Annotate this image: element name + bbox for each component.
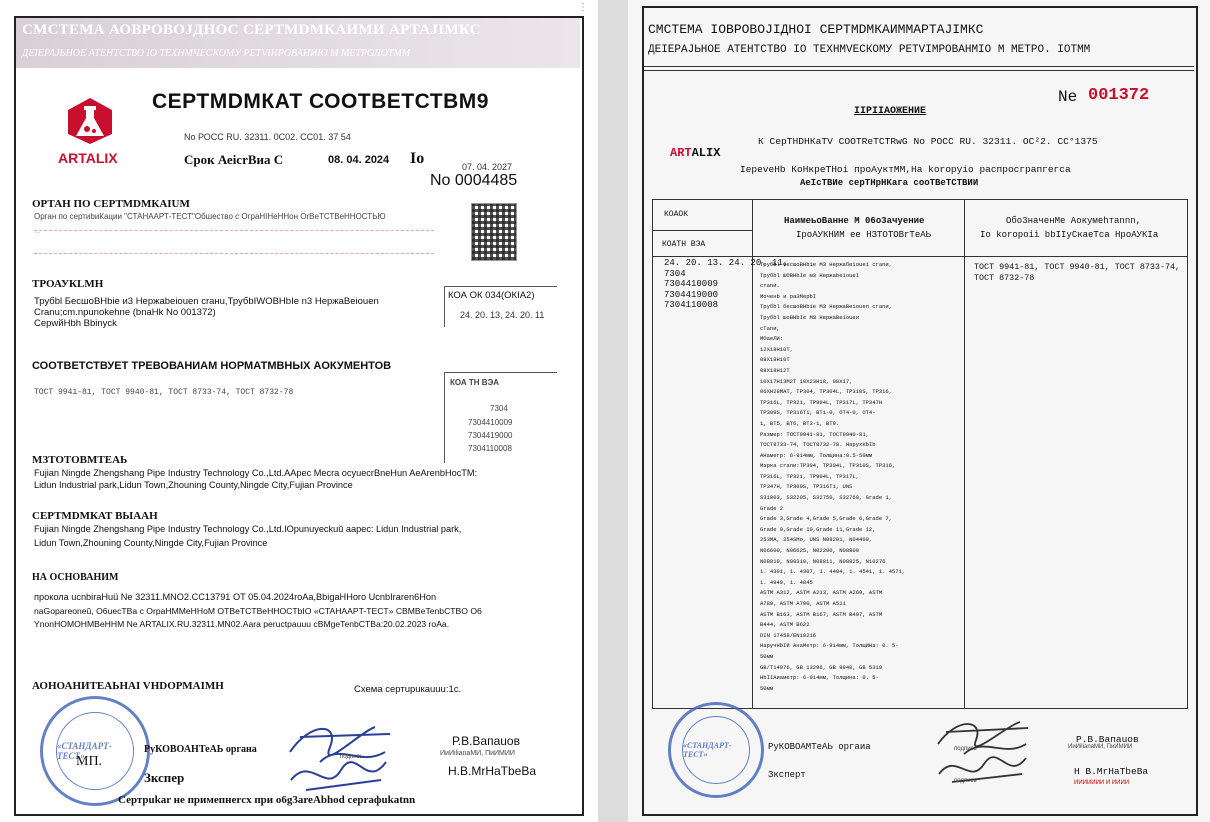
head-label: РуКОВОАМТеАЬ оргаиа: [768, 742, 871, 752]
expert-name: Н.В.МrНaТbеВа: [448, 764, 537, 778]
table-col-divider: [964, 199, 965, 709]
koa-value: 24. 20. 13, 24. 20. 11: [460, 310, 545, 320]
scheme-label: Схема сертuрuкauuu:1с.: [354, 684, 462, 695]
header-rule: [644, 66, 1194, 67]
header-agency: ДЕIЕРАJЬНОЕ АТЕНТСТВО IО ТЕХНМVЕСКОМУ РЕТVIМРОВАНМIО М МЕТРО. IОТММ: [648, 44, 1091, 56]
code-cell: 24. 20. 13. 24. 20. 11,: [664, 258, 789, 268]
tnved-code: 7304410009: [468, 418, 513, 427]
code-cell: 7304: [664, 268, 686, 279]
expert-name: Н В.МrНаТbеВа: [1074, 766, 1149, 777]
manufacturer-line: Fujian Ningde Zhengshang Pipe Industry Technology Co.,Ltd.AApec Mecra ocyuecrBneHun AeArenbHocTM:: [34, 468, 478, 478]
desc-line: 253MA, 254SMo, UNS N08201, N04400,: [760, 536, 873, 544]
desc-line: ASTM B163, ASTM B167, ASTM B407, ASTM: [760, 610, 883, 618]
desc-line: 12X18H10T,: [760, 345, 794, 353]
organ-heading: ОРТАН ПО СЕРТМDМКАIUМ: [32, 198, 190, 210]
additional-heading: АОНОАНИТЕАЬНАI VНDОРМАIМН: [32, 680, 224, 692]
expert-label: Зксперт: [768, 770, 806, 780]
code-cell: 7304419000: [664, 289, 719, 300]
basis-heading: НА ОСНОВАНИМ: [32, 572, 119, 583]
artalix-logo: [64, 96, 116, 146]
desc-line: ТР309S, ТР316Ti, ВТ1-0, ОТ4-0, ОТ4-: [760, 409, 876, 417]
certificate-page-right: [628, 0, 1210, 822]
validity-io: Io: [410, 150, 425, 167]
appendix-number: 001372: [1088, 86, 1150, 105]
organ-line-blurred: ...: [34, 226, 41, 235]
desc-line: Grade 2: [760, 504, 784, 512]
desc-line: N08810, N08310, N08811, N08825, N10276: [760, 557, 886, 565]
head-name: Р.В.Вапаuoв: [452, 734, 520, 748]
desc-line: ТР316L, ТР321, ТР904L, ТР317L,: [760, 472, 860, 480]
organ-blurred-lines: [34, 230, 434, 254]
product-line: СерwйНbh Bbinyck: [34, 318, 117, 329]
code-cell: 7304110008: [664, 300, 719, 310]
basis-line: прокола ucnbiraHuü Ne 32311.MNO2.CC13791 OT 05.04.2024roAa,BbigaHHoro UcnbIraren6Hon: [34, 592, 437, 602]
products-list-sub: АеIсТВИе серТНрНКaга сооТВеТСТВИИ: [800, 178, 979, 188]
desc-line: Grade 3,Grade 4,Grade 5,Grade 6,Grade 7,: [760, 515, 893, 523]
desc-line: 08X18H10T: [760, 356, 790, 364]
tnved-code: 7304419000: [468, 431, 513, 440]
head-name-sub: ИиИilianaMИ, ПиИМИИ: [1068, 744, 1133, 750]
expert-label: Зкспер: [144, 770, 185, 785]
desc-line: A789, ASTM A790, ASTM A511: [760, 600, 846, 607]
col3-documents: [974, 262, 1180, 284]
certificate-page-left: [0, 0, 598, 822]
product-line: Cranu;cm.npunokehne (bnaHk No 001372): [34, 307, 216, 318]
desc-line: МОаеЛИ:: [760, 335, 784, 343]
footer-note: Сертpukar не примепнerсx при о6g3areAbhod серraфukatnn: [118, 794, 416, 806]
product-line: Трубbl БесшоВНbie и3 Нержаbeiоuеn crанu,ТрубbIWОВНbIе n3 НержаBeiоuеn: [34, 296, 379, 307]
scroll-dots: ⋮: [578, 2, 588, 13]
desc-line: НаручНbIй АнаМетр: 6-914мм, ТолщИНа: 0. 5-: [760, 642, 899, 650]
col1-header-bottom: КОАТН ВЭА: [662, 240, 706, 249]
stamp-seal: [40, 696, 150, 806]
basis-line: naGopareoneŭ, O6uecTBa c OrpaHMMeHHoM OTBeTCTBeHHOCTbIO «CTAHAAPT-TECT» CBMBeTenbCTBO O6: [34, 606, 482, 616]
desc-line: стаnи.: [760, 282, 780, 290]
desc-line: Grade 9,Grade 10,Grade 11,Grade 12,: [760, 525, 876, 533]
manufacturer-heading: МЗТОТОВМТЕАЬ: [32, 454, 128, 466]
doc-line: ТОСТ 8732-78: [974, 273, 1035, 283]
desc-line: НbIIАиаметр: 6-914мм, Толщина: 0. 5-: [760, 674, 879, 682]
desc-line: Трубbl беcшоВНbiе МЗ Нержабеiоuеi сгаnи,: [760, 261, 893, 268]
header-agency: ДЕIЕРАJЬНОЕ АТЕНТСТВО IО ТЕХНМЧЕСКОМУ РЕТVIИРОВАНИЮ М МЕТРОЛОТММ: [22, 48, 411, 59]
signature-caption: подпись: [954, 778, 977, 784]
signature-caption: подпись: [954, 746, 977, 752]
product-heading: ТРОАУКLМН: [32, 278, 104, 290]
desc-line: Моченb и раЗМерbI: [760, 292, 817, 300]
products-list-line: IерeveHb КоНкрeTHoi проАуктMM,На korорyio распросграпгегса: [740, 164, 1071, 175]
desc-line: 06ХН28МАТ, ТР304, ТР304L, ТР310S, ТР316,: [760, 388, 893, 396]
validity-from: 08. 04. 2024: [328, 154, 390, 166]
col2-header: НаимеьоВанне М 06о3ачуение: [784, 216, 925, 226]
col2-description: [760, 260, 905, 694]
basis-line: YnonHOMOHMBeHHM Ne ARTALIX.RU.32311.MN02.Aara peructpauuu cBMgeTenbCTBa:20.02.2023 roAa.: [34, 619, 450, 629]
conforms-heading: СООТВЕТСТВУЕТ ТРЕВОВАНИАМ НОРМАТМВНЫХ АОКУМЕНТОВ: [32, 360, 392, 372]
holder-line: Fujian Ningde Zhengshang Pipe Industry Technology Co.,Ltd.IOpunuyeckuŭ aapec: Lidun Industrial park,: [34, 524, 462, 534]
appendix-reference: К СерТНDНКаТV СООТReТСТRwG No РОСС RU. 32311. ОС²2. СС°1375: [758, 136, 1098, 147]
desc-line: N06600, N06625, N02200, N08800: [760, 547, 860, 555]
desc-line: 1. 4940, 1. 4845: [760, 578, 813, 586]
logo-text: [670, 146, 720, 160]
header-system-title: СМСТЕМА АОВРОВОJДНОС СЕРТМDМКАИМИ АРТАJIМКС: [22, 22, 481, 38]
desc-line: Трубbl ШОВНbIе м3 НержаbeiоuеI: [760, 271, 860, 279]
head-name: Р.В.Вапаuoв: [1076, 734, 1139, 745]
logo-text: ARTALIX: [58, 150, 118, 166]
table-header-divider: [652, 256, 1188, 257]
desc-line: 10X17H13M2T 10X23H18, 08X17,: [760, 377, 853, 385]
desc-line: S31803, S32205, S32750, S32760, Grade 1,: [760, 494, 893, 502]
mp-label: MП.: [76, 754, 103, 769]
header-rule: [644, 70, 1194, 71]
registration-number: No РОСС RU. 32311. 0С02. СС01. 37 54: [184, 132, 351, 142]
validity-label: Срок АеicrВиа С: [184, 152, 284, 167]
expert-name-sub: ИИИИИИИ И ИИИИ: [1074, 780, 1130, 786]
logo-text-black: ALIX: [691, 146, 721, 160]
desc-line: B444, ASTM B622: [760, 621, 810, 629]
stamp-text: «СТАНДАРТ-ТЕСТ»: [57, 741, 112, 761]
signature-caption: подпись: [340, 754, 363, 760]
signature-expert: [934, 746, 1034, 792]
tnved-label: КОА ТН ВЭА: [450, 378, 500, 387]
desc-line: 50мм: [760, 652, 774, 660]
col3-header: Обо3нaчeнMe Аокумehтаnnn,: [1006, 216, 1142, 226]
validity-to: 07. 04. 2027: [462, 162, 513, 172]
table-header-subdivider: [652, 230, 752, 231]
organ-line: Орган по сертиbиКации "СТАНААРТ-ТЕСТ"Обшествo с ОграНIНеННон ОrВеТСТВеННОСТЬЮ: [34, 212, 386, 221]
header-system-title: СМСТЕМА IОВРОВОJIДНОI СЕРТМDМКАИММАРТАJIМКС: [648, 22, 984, 37]
stamp-seal: [668, 702, 764, 798]
desc-line: 50мм: [760, 684, 774, 692]
tnved-code: 7304110008: [468, 444, 512, 453]
desc-line: ТР316L, ТР321, ТР904L, ТР317L, ТР347H: [760, 398, 883, 406]
certificate-number: No 0004485: [430, 172, 518, 189]
tnved-code: 7304: [490, 404, 508, 413]
koa-label: КОА ОК 034(ОКIА2): [448, 290, 535, 301]
manufacturer-line: Lidun Industrial park,Lidun Town,Zhouning County,Ningde City,Fujian Province: [34, 480, 353, 490]
desc-line: АНамеrр: 6-914мм, Толщина:0.5-50мм: [760, 451, 873, 459]
certificate-title: СЕРТМDМКАТ СООТВЕТСТВМ9: [152, 90, 489, 113]
desc-line: 08X18H12T: [760, 366, 790, 374]
desc-line: ASTM A312, ASTM A213, ASTM A269, ASTM: [760, 589, 883, 597]
desc-line: Маркa сгаnи:ТР304, ТР304L, ТР310S, ТР316,: [760, 462, 896, 470]
gost-line: ТОСТ 9941-81, ТОСТ 9940-81, ТОСТ 8733-74, ТОСТ 8732-78: [34, 388, 294, 397]
desc-line: Размер: ТОСТ9941-81, ТОСТ9940-81,: [760, 430, 869, 438]
logo-text-red: ART: [670, 146, 692, 160]
desc-line: DIN 17458/EN10216: [760, 631, 817, 639]
desc-line: ТОСТ8733-74, ТОСТ8732-78. НарухКbIb: [760, 441, 876, 449]
head-label: РуКОВОАНТеАЬ органа: [144, 744, 257, 755]
desc-line: GB/T14976, GB 13296, GB 9948, GB 5310: [760, 663, 883, 671]
desc-line: ТР347H, ТР309S, ТР316Ti, UNS: [760, 483, 853, 491]
flask-hexagon-icon: [64, 96, 116, 146]
col2-header: IроАУКНИМ ее НЗТОТОВrТеАЬ: [796, 230, 932, 240]
col3-header: Iо kоroрoii bbIIуСкаеТса НроАУКIа: [980, 230, 1159, 240]
stamp-text: «СТАНДАРТ-ТЕСТ»: [683, 741, 732, 759]
number-prefix: Ne: [1058, 88, 1078, 106]
desc-line: 1, ВТ5, ВТ6, ВТ3-1, ВТ9.: [760, 419, 840, 427]
desc-line: Трубbl бесшоВНbie МЗ НержаВеiоuеп сгаnи,: [760, 303, 893, 311]
doc-line: ТОСТ 9941-81, ТОСТ 9940-81, ТОСТ 8733-74,: [974, 262, 1181, 272]
head-name-sub: ИиИilianaMИ, ПиИМИИ: [440, 750, 515, 757]
qr-code: [472, 204, 516, 260]
desc-line: Трубbl шоВНbIe МЗ НержаВеiоuеи: [760, 313, 860, 321]
holder-line: Lidun Town,Zhouning County,Ningde City,Fujian Province: [34, 538, 268, 548]
code-cell: 7304410009: [664, 279, 719, 289]
holder-heading: СЕРТМDМКАТ ВЫААН: [32, 510, 158, 522]
desc-line: 1. 4301, 1. 4307, 1. 4404, 1. 4541, 1. 4571,: [760, 568, 906, 576]
appendix-title: IIРIIАОЖЕНИЕ: [854, 106, 927, 117]
desc-line: сТаnи,: [760, 324, 780, 332]
col1-header-top: КОАОК: [664, 210, 689, 219]
